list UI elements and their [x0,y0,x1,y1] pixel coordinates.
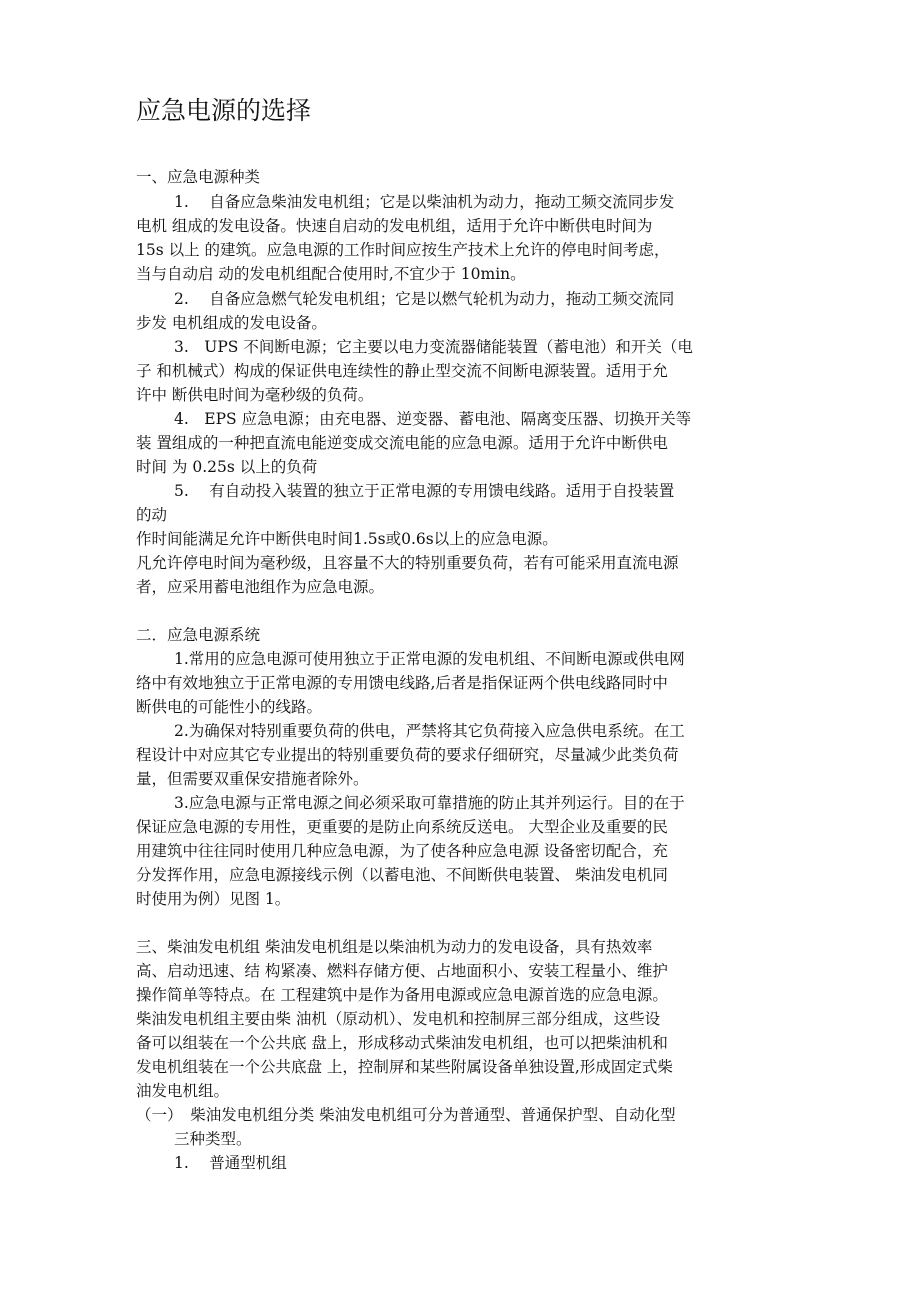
paragraph-line: 5. 有自动投入装置的独立于正常电源的专用馈电线路。适用于自投装置 [174,482,675,500]
paragraph-line: 高、启动迅速、结 构紧凑、燃料存储方便、占地面积小、安装工程量小、维护 [136,962,668,980]
paragraph-line: 备可以组装在一个公共底 盘上，形成移动式柴油发电机组，也可以把柴油机和 [136,1034,668,1052]
paragraph-line: 量，但需要双重保安措施者除外。 [136,770,369,788]
paragraph-line: 三种类型。 [174,1130,252,1148]
paragraph-line: 发电机组装在一个公共底盘 上，控制屏和某些附属设备单独设置,形成固定式柴 [136,1058,673,1076]
paragraph-line: 3. UPS 不间断电源；它主要以电力变流器储能装置（蓄电池）和开关（电 [174,338,693,356]
paragraph-line: 的动 [136,506,168,524]
paragraph-line: 子 和机械式）构成的保证供电连续性的静止型交流不间断电源装置。适用于允 [136,362,668,380]
paragraph-line: 油发电机组。 [136,1082,230,1100]
paragraph-line: 当与自动启 动的发电机组配合使用时,不宜少于 10min。 [136,265,526,283]
paragraph-line: 3.应急电源与正常电源之间必须采取可靠措施的防止其并列运行。目的在于 [174,794,685,812]
paragraph-line: 装 置组成的一种把直流电能逆变成交流电能的应急电源。适用于允许中断供电 [136,434,668,452]
paragraph-line: 许中 断供电时间为毫秒级的负荷。 [136,386,374,404]
paragraph-line: 作时间能满足允许中断供电时间1.5s或0.6s以上的应急电源。 [136,530,558,548]
paragraph-line: 2. 自备应急燃气轮发电机组；它是以燃气轮机为动力，拖动工频交流同 [174,290,675,308]
paragraph-line: 分发挥作用，应急电源接线示例（以蓄电池、不间断供电装置、 柴油发电机同 [136,866,668,884]
paragraph-line: 程设计中对应其它专业提出的特别重要负荷的要求仔细研究，尽量减少此类负荷 [136,746,679,764]
paragraph-line: 断供电的可能性小的线路。 [136,698,323,716]
paragraph-line: 保证应急电源的专用性，更重要的是防止向系统反送电。 大型企业及重要的民 [136,818,668,836]
page-title: 应急电源的选择 [136,96,312,125]
paragraph-line: 1. 自备应急柴油发电机组；它是以柴油机为动力，拖动工频交流同步发 [174,193,675,211]
paragraph-line: 用建筑中往往同时使用几种应急电源，为了使各种应急电源 设备密切配合，充 [136,842,668,860]
paragraph-line: 柴油发电机组主要由柴 油机（原动机）、发电机和控制屏三部分组成，这些设 [136,1010,661,1028]
paragraph-line: 步发 电机组成的发电设备。 [136,314,327,332]
paragraph-line: 15s 以上 的建筑。应急电源的工作时间应按生产技术上允许的停电时间考虑， [136,241,670,259]
subsection-heading: （一） 柴油发电机组分类 柴油发电机组可分为普通型、普通保护型、自动化型 [136,1106,676,1124]
paragraph-line: 1.常用的应急电源可使用独立于正常电源的发电机组、不间断电源或供电网 [174,650,685,668]
section-heading-3: 三、柴油发电机组 柴油发电机组是以柴油机为动力的发电设备，具有热效率 [136,938,653,956]
paragraph-line: 者，应采用蓄电池组作为应急电源。 [136,578,385,596]
paragraph-line: 络中有效地独立于正常电源的专用馈电线路,后者是指保证两个供电线路同时中 [136,674,668,692]
section-heading-1: 一、应急电源种类 [136,168,261,186]
paragraph-line: 操作简单等特点。在 工程建筑中是作为备用电源或应急电源首选的应急电源。 [136,986,668,1004]
paragraph-line: 2.为确保对特别重要负荷的供电，严禁将其它负荷接入应急供电系统。在工 [174,722,685,740]
paragraph-line: 4. EPS 应急电源；由充电器、逆变器、蓄电池、隔离变压器、切换开关等 [174,410,692,428]
section-heading-2: 二．应急电源系统 [136,626,261,644]
paragraph-line: 时使用为例）见图 1。 [136,890,291,908]
paragraph-line: 凡允许停电时间为毫秒级，且容量不大的特别重要负荷，若有可能采用直流电源 [136,554,679,572]
paragraph-line: 时间 为 0.25s 以上的负荷 [136,458,318,476]
paragraph-line: 电机 组成的发电设备。快速自启动的发电机组，适用于允许中断供电时间为 [136,217,653,235]
list-item-heading: 1. 普通型机组 [174,1154,287,1172]
